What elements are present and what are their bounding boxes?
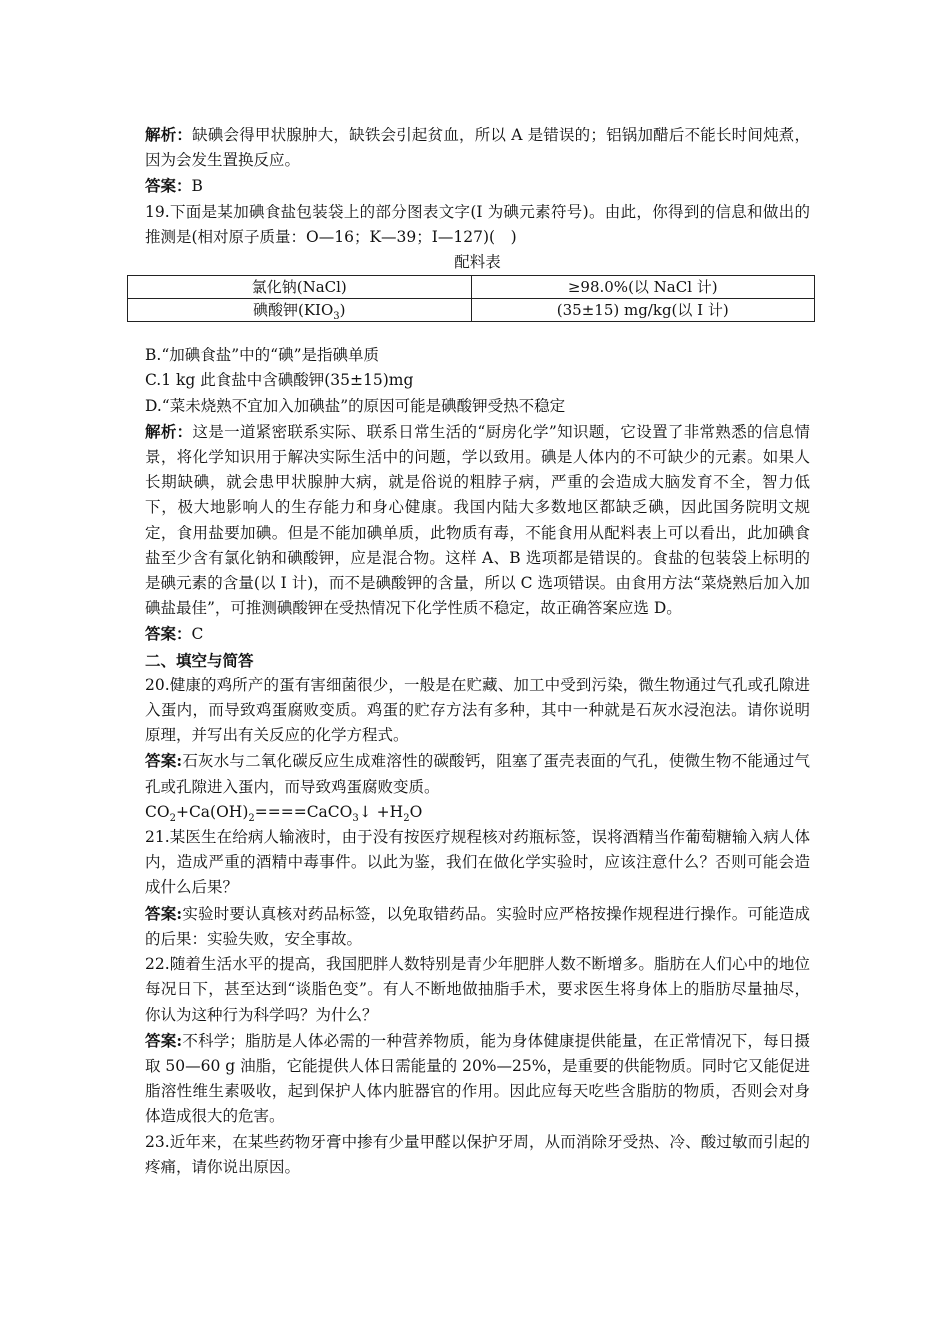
table-cell: 氯化钠(NaCl): [128, 276, 472, 299]
q18-analysis: 解析：缺碘会得甲状腺肿大，缺铁会引起贫血，所以 A 是错误的；铝锅加醋后不能长时间炖煮，因为会发生置换反应。: [145, 125, 810, 170]
ingredient-table: [127, 275, 815, 322]
q19-analysis: 解析：这是一道紧密联系实际、联系日常生活的“厨房化学”知识题，它设置了非常熟悉的信息情景，将化学知识用于解决实际生活中的问题，学以致用。碘是人体内的不可缺少的元素。如果人长期缺碘，就会患甲状腺肿大病，就是俗说的粗脖子病，严重的会造成大脑发育不全，智力低下，极大地影响人的生存能力和身心健康。我国内陆大多数地区都缺乏碘，因此国务院明文规定，食用盐要加碘。但是不能加碘单质，此物质有毒，不能食用从配料表上可以看出，此加碘食盐至少含有氯化钠和碘酸钾，应是混合物。这样 A、B 选项都是错误的。食盐的包装袋上标明的是碘元素的含量(以 I 计)，而不是碘酸钾的含量，所以 C 选项错误。由食用方法“菜烧熟后加入加碘盐最佳”，可推测碘酸钾在受热情况下化学性质不稳定，故正确答案应选 D。: [145, 421, 810, 618]
spacer: [145, 322, 810, 343]
q21-answer: 答案:实验时要认真核对药品标签，以免取错药品。实验时应严格按操作规程进行操作。可能造成的后果：实验失败，安全事故。: [145, 903, 810, 948]
document-page: [145, 122, 810, 1180]
q22-answer: 答案:不科学；脂肪是人体必需的一种营养物质，能为身体健康提供能量，在正常情况下，每日摄取 50—60 g 油脂，它能提供人体日需能量的 20%—25%，是重要的供能物质。同时它又能促进脂溶性维生素吸收，起到保护人体内脏器官的作用。因此应每天吃些含脂肪的物质，否则会对身体造成很大的危害。: [145, 1030, 810, 1126]
table-row: [128, 276, 815, 299]
table-title: 配料表: [454, 253, 501, 272]
q21-stem: 21.某医生在给病人输液时，由于没有按医疗规程核对药瓶标签，误将酒精当作葡萄糖输入病人体内，造成严重的酒精中毒事件。以此为鉴，我们在做化学实验时，应该注意什么？否则可能会造成什么后果？: [145, 828, 810, 897]
chemical-equation: $CO_2+Ca(OH)_2====CaCO_3↓ +H_2O$: [145, 802, 423, 824]
q20-answer: 答案:石灰水与二氧化碳反应生成难溶性的碳酸钙，阻塞了蛋壳表面的气孔，使微生物不能通过气孔或孔隙进入蛋内，而导致鸡蛋腐败变质。: [145, 751, 810, 796]
q19-option-d: D.“菜未烧熟不宜加入加碘盐”的原因可能是碘酸钾受热不稳定: [145, 396, 566, 415]
answer-label: 答案:: [145, 903, 183, 923]
table-cell: 碘酸钾$(KIO_3)$: [128, 299, 472, 322]
answer-label: 答案：: [145, 176, 192, 196]
table-row: [128, 299, 815, 322]
answer-label: 答案:: [145, 1030, 183, 1050]
analysis-label: 解析：: [145, 421, 193, 441]
section-heading: 二、填空与简答: [145, 650, 254, 670]
q18-answer: 答案：B: [145, 176, 203, 196]
q23-stem: 23.近年来，在某些药物牙膏中掺有少量甲醛以保护牙周，从而消除牙受热、冷、酸过敏而引起的疼痛，请你说出原因。: [145, 1132, 810, 1176]
q19-answer: 答案：C: [145, 624, 204, 644]
analysis-label: 解析：: [145, 125, 193, 144]
table-cell: (35±15) mg/kg(以 I 计): [471, 299, 815, 322]
q19-option-c: C.1 kg 此食盐中含碘酸钾(35±15)mg: [145, 371, 414, 390]
q19-option-b: B.“加碘食盐”中的“碘”是指碘单质: [145, 346, 380, 365]
answer-label: 答案:: [145, 751, 183, 771]
table-cell: ≥98.0%(以 NaCl 计): [471, 276, 815, 299]
q20-stem: 20.健康的鸡所产的蛋有害细菌很少，一般是在贮藏、加工中受到污染，微生物通过气孔或孔隙进入蛋内，而导致鸡蛋腐败变质。鸡蛋的贮存方法有多种，其中一种就是石灰水浸泡法。请你说明原理，并写出有关反应的化学方程式。: [145, 675, 810, 745]
q19-stem: 19.下面是某加碘食盐包装袋上的部分图表文字(I 为碘元素符号)。由此，你得到的信息和做出的推测是(相对原子质量：O—16；K—39；I—127)( ): [145, 202, 810, 246]
answer-label: 答案：: [145, 624, 192, 644]
q22-stem: 22.随着生活水平的提高，我国肥胖人数特别是青少年肥胖人数不断增多。脂肪在人们心中的地位每况日下，甚至达到“谈脂色变”。有人不断地做抽脂手术，要求医生将身体上的脂肪尽量抽尽，你认为这种行为科学吗？为什么？: [145, 955, 810, 1024]
